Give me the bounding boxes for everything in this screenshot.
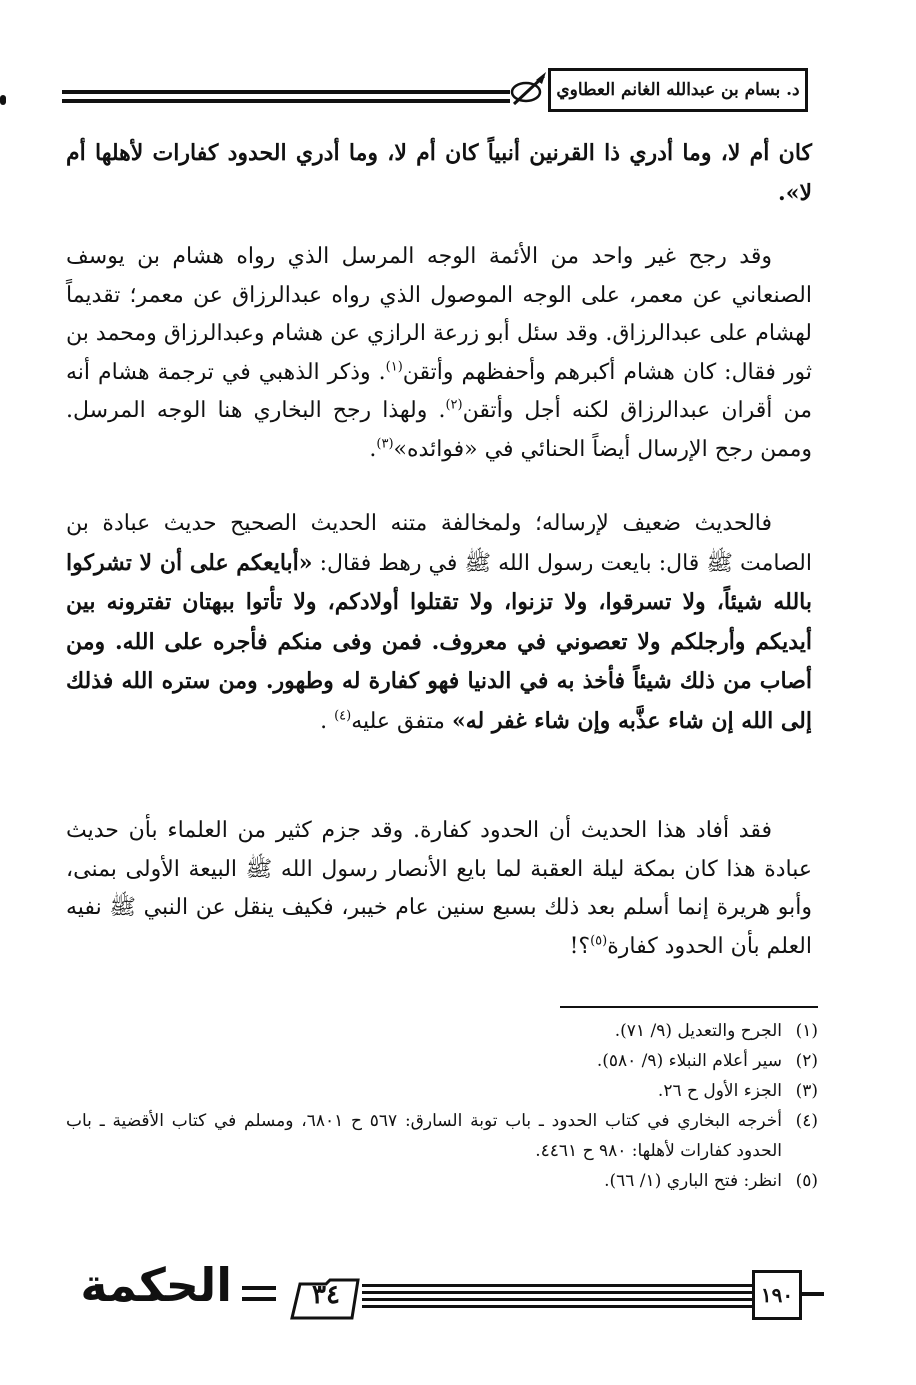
footnote-text: أخرجه البخاري في كتاب الحدود ـ باب توبة السارق: ٥٦٧ ح ٦٨٠١، ومسلم في كتاب الأقضية ـ باب الحدود كفارات لأهلها: ٩٨٠ ح ٤٤٦١. [66, 1111, 783, 1161]
footnote-item [66, 1076, 818, 1106]
footnote-ref-2: (٢) [445, 397, 463, 413]
paragraph-text: فالحديث ضعيف لإرساله؛ ولمخالفة متنه الحديث الصحيح حديث عبادة بن الصامت ﷺ قال: بايعت رسول الله ﷺ في رهط فقال: [66, 511, 812, 576]
paragraph-text: ؟! [569, 933, 591, 959]
author-name: د. بسام بن عبدالله الغانم العطاوي [556, 80, 800, 100]
footnote-text: الجزء الأول ح ٢٦. [657, 1081, 782, 1101]
page-number: ١٩٠ [760, 1283, 794, 1307]
paragraph-text: . ولهذا رجح البخاري هنا الوجه المرسل. وممن رجح الإرسال أيضاً الحنائي في «فوائده» [66, 398, 812, 462]
paragraph-text: متفق عليه [351, 708, 452, 734]
footer-rule [362, 1284, 754, 1312]
footnote-text: انظر: فتح الباري (١/ ٦٦). [604, 1171, 782, 1191]
footnote-separator [560, 1006, 818, 1008]
paragraph-text: . [369, 436, 377, 462]
author-box [548, 68, 808, 112]
footnotes [66, 1016, 818, 1196]
header-rule [62, 90, 510, 108]
journal-name: الحكمة [80, 1258, 232, 1312]
paragraph-2 [66, 238, 812, 469]
paragraph-text: . وذكر الذهبي في ترجمة هشام أنه من أقران عبدالرزاق لكنه أجل وأتقن [66, 359, 812, 423]
paragraph-text: وقد رجح غير واحد من الأئمة الوجه المرسل الذي رواه هشام بن يوسف الصنعاني عن معمر، على الوجه الموصول الذي رواه عبدالرزاق عن معمر؛ تقديماً لهشام على عبدالرزاق. وقد سئل أبو زرعة الرازي عن هشام وعبدالرزاق ومحمد بن ثور فقال: كان هشام أكبرهم وأحفظهم وأتقن [66, 244, 812, 385]
quill-pen-icon [506, 68, 550, 112]
footnote-number: (٣) [795, 1081, 818, 1101]
issue-folder [286, 1276, 366, 1322]
paragraph-3 [66, 505, 812, 741]
footnote-ref-4: (٤) [334, 708, 352, 724]
footnote-ref-3: (٣) [376, 436, 394, 452]
footnote-number: (٥) [795, 1171, 818, 1191]
paragraph-text: . [320, 708, 335, 734]
footnote-item [66, 1166, 818, 1196]
footnote-item [66, 1106, 818, 1166]
issue-number: ٣٤ [312, 1280, 340, 1310]
footnote-item [66, 1046, 818, 1076]
footer-rule-tail [802, 1292, 824, 1296]
footnote-number: (١) [795, 1021, 818, 1041]
footnote-text: الجرح والتعديل (٩/ ٧١). [614, 1021, 782, 1041]
footnote-ref-1: (١) [385, 359, 403, 375]
hadith-quote: «أبايعكم على أن لا تشركوا بالله شيئاً، ولا تسرقوا، ولا تزنوا، ولا تقتلوا أولادكم، ولا تأتوا ببهتان تفترونه بين أيديكم وأرجلكم ولا تعصوني في معروف. فمن وفى منكم فأجره على الله. ومن أصاب من ذلك شيئاً فأخذ به في الدنيا فهو كفارة له وطهور. ومن ستره الله فذلك إلى الله إن شاء عذَّبه وإن شاء غفر له» [66, 549, 812, 734]
footnote-ref-5: (٥) [590, 933, 608, 949]
page-number-box [752, 1270, 802, 1320]
footnote-item [66, 1016, 818, 1046]
margin-mark [0, 95, 6, 105]
paragraph-4 [66, 812, 812, 966]
paragraph-1 [66, 134, 812, 213]
footnote-number: (٤) [795, 1111, 818, 1131]
footnote-text: سير أعلام النبلاء (٩/ ٥٨٠). [596, 1051, 782, 1071]
footnote-number: (٢) [795, 1051, 818, 1071]
hadith-continuation: كان أم لا، وما أدري ذا القرنين أنبياً كان أم لا، وما أدري الحدود كفارات لأهلها أم لا». [66, 140, 812, 206]
paragraph-text: فقد أفاد هذا الحديث أن الحدود كفارة. وقد جزم كثير من العلماء بأن حديث عبادة هذا كان بمكة ليلة العقبة لما بايع الأنصار رسول الله ﷺ البيعة الأولى بمنى، وأبو هريرة إنما أسلم بعد ذلك بسبع سنين عام خيبر، فكيف ينقل عن النبي ﷺ نفيه العلم بأن الحدود كفارة [66, 818, 812, 959]
footer-equals-mark [242, 1286, 276, 1308]
